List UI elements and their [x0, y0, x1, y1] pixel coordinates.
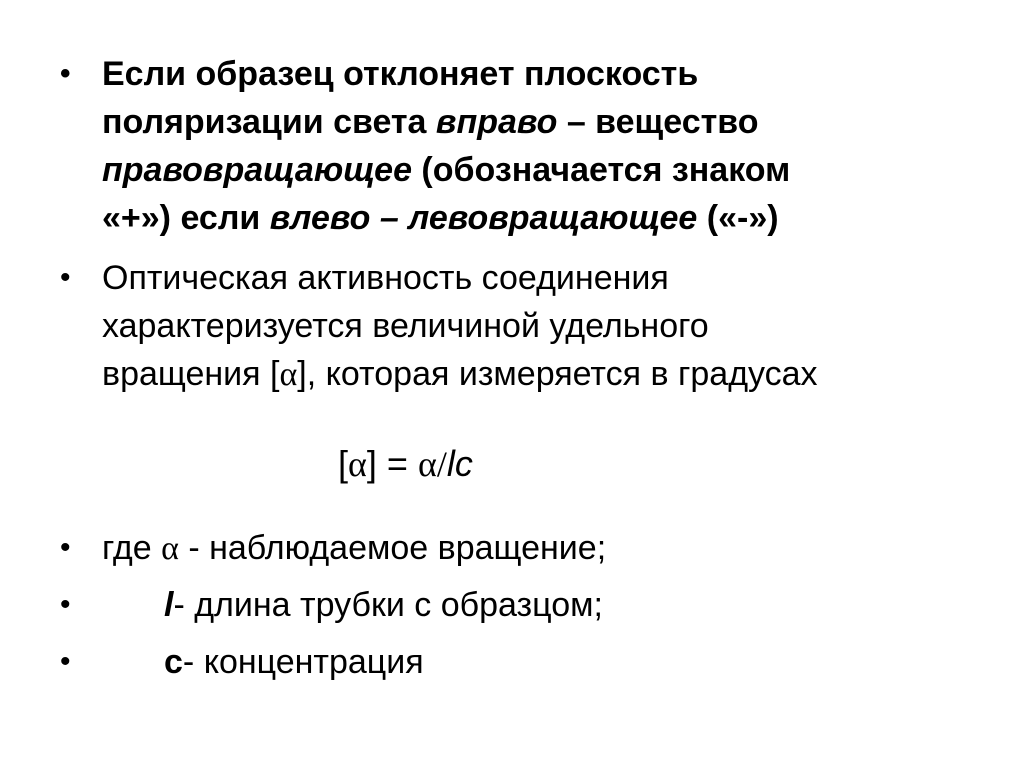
- bullet-text: [102, 254, 960, 399]
- text-fragment: - длина трубки с образцом;: [173, 586, 603, 624]
- variable-c: c: [164, 643, 183, 681]
- text-fragment: где: [102, 529, 162, 567]
- formula-alpha-rhs: α: [417, 444, 437, 484]
- formula-alpha: α: [348, 444, 367, 484]
- bullet-text: [102, 524, 960, 573]
- formula-bracket-open: [: [338, 443, 349, 484]
- bullet-symbol: •: [60, 645, 71, 678]
- bullet-item-observed-rotation: [60, 524, 960, 573]
- formula-bracket-close: ]: [366, 443, 377, 484]
- variable-l: l: [164, 586, 174, 624]
- specific-rotation-formula: [338, 440, 473, 488]
- text-fragment: Если образец отклоняет плоскость: [102, 55, 699, 93]
- alpha-symbol: α: [161, 530, 179, 567]
- text-fragment: - концентрация: [182, 643, 424, 681]
- text-line: Оптическая активность соединения: [102, 259, 669, 297]
- bullet-symbol: •: [60, 261, 71, 294]
- formula-vars: lc: [446, 443, 473, 484]
- emphasis-dextrorotatory: правовращающее: [102, 151, 412, 189]
- text-fragment: ], которая измеряется в градусах: [297, 355, 818, 393]
- formula-slash: /: [436, 444, 447, 484]
- text-fragment: - наблюдаемое вращение;: [178, 529, 607, 567]
- text-fragment: поляризации света: [102, 103, 436, 141]
- text-fragment: вращения [: [102, 355, 280, 393]
- text-fragment: (обозначается знаком: [411, 151, 791, 189]
- bullet-text: [102, 50, 960, 242]
- bullet-item-tube-length: [60, 581, 960, 629]
- bullet-item-concentration: [60, 638, 960, 686]
- text-fragment: («-»): [697, 199, 779, 237]
- alpha-symbol: α: [279, 356, 298, 393]
- text-fragment: «+») если: [102, 199, 270, 237]
- emphasis-left-levorotatory: влево – левовращающее: [269, 199, 698, 237]
- bullet-symbol: •: [60, 531, 71, 564]
- bullet-symbol: •: [60, 588, 71, 621]
- formula-equals: =: [376, 443, 418, 484]
- text-fragment: – вещество: [557, 103, 759, 141]
- bullet-text: [102, 581, 960, 629]
- text-line: характеризуется величиной удельного: [102, 307, 709, 345]
- bullet-symbol: •: [60, 57, 71, 90]
- bullet-item-optical-activity: [60, 254, 960, 399]
- emphasis-right: вправо: [435, 103, 558, 141]
- bullet-text: [102, 638, 960, 686]
- bullet-item-rotation-direction: [60, 50, 960, 242]
